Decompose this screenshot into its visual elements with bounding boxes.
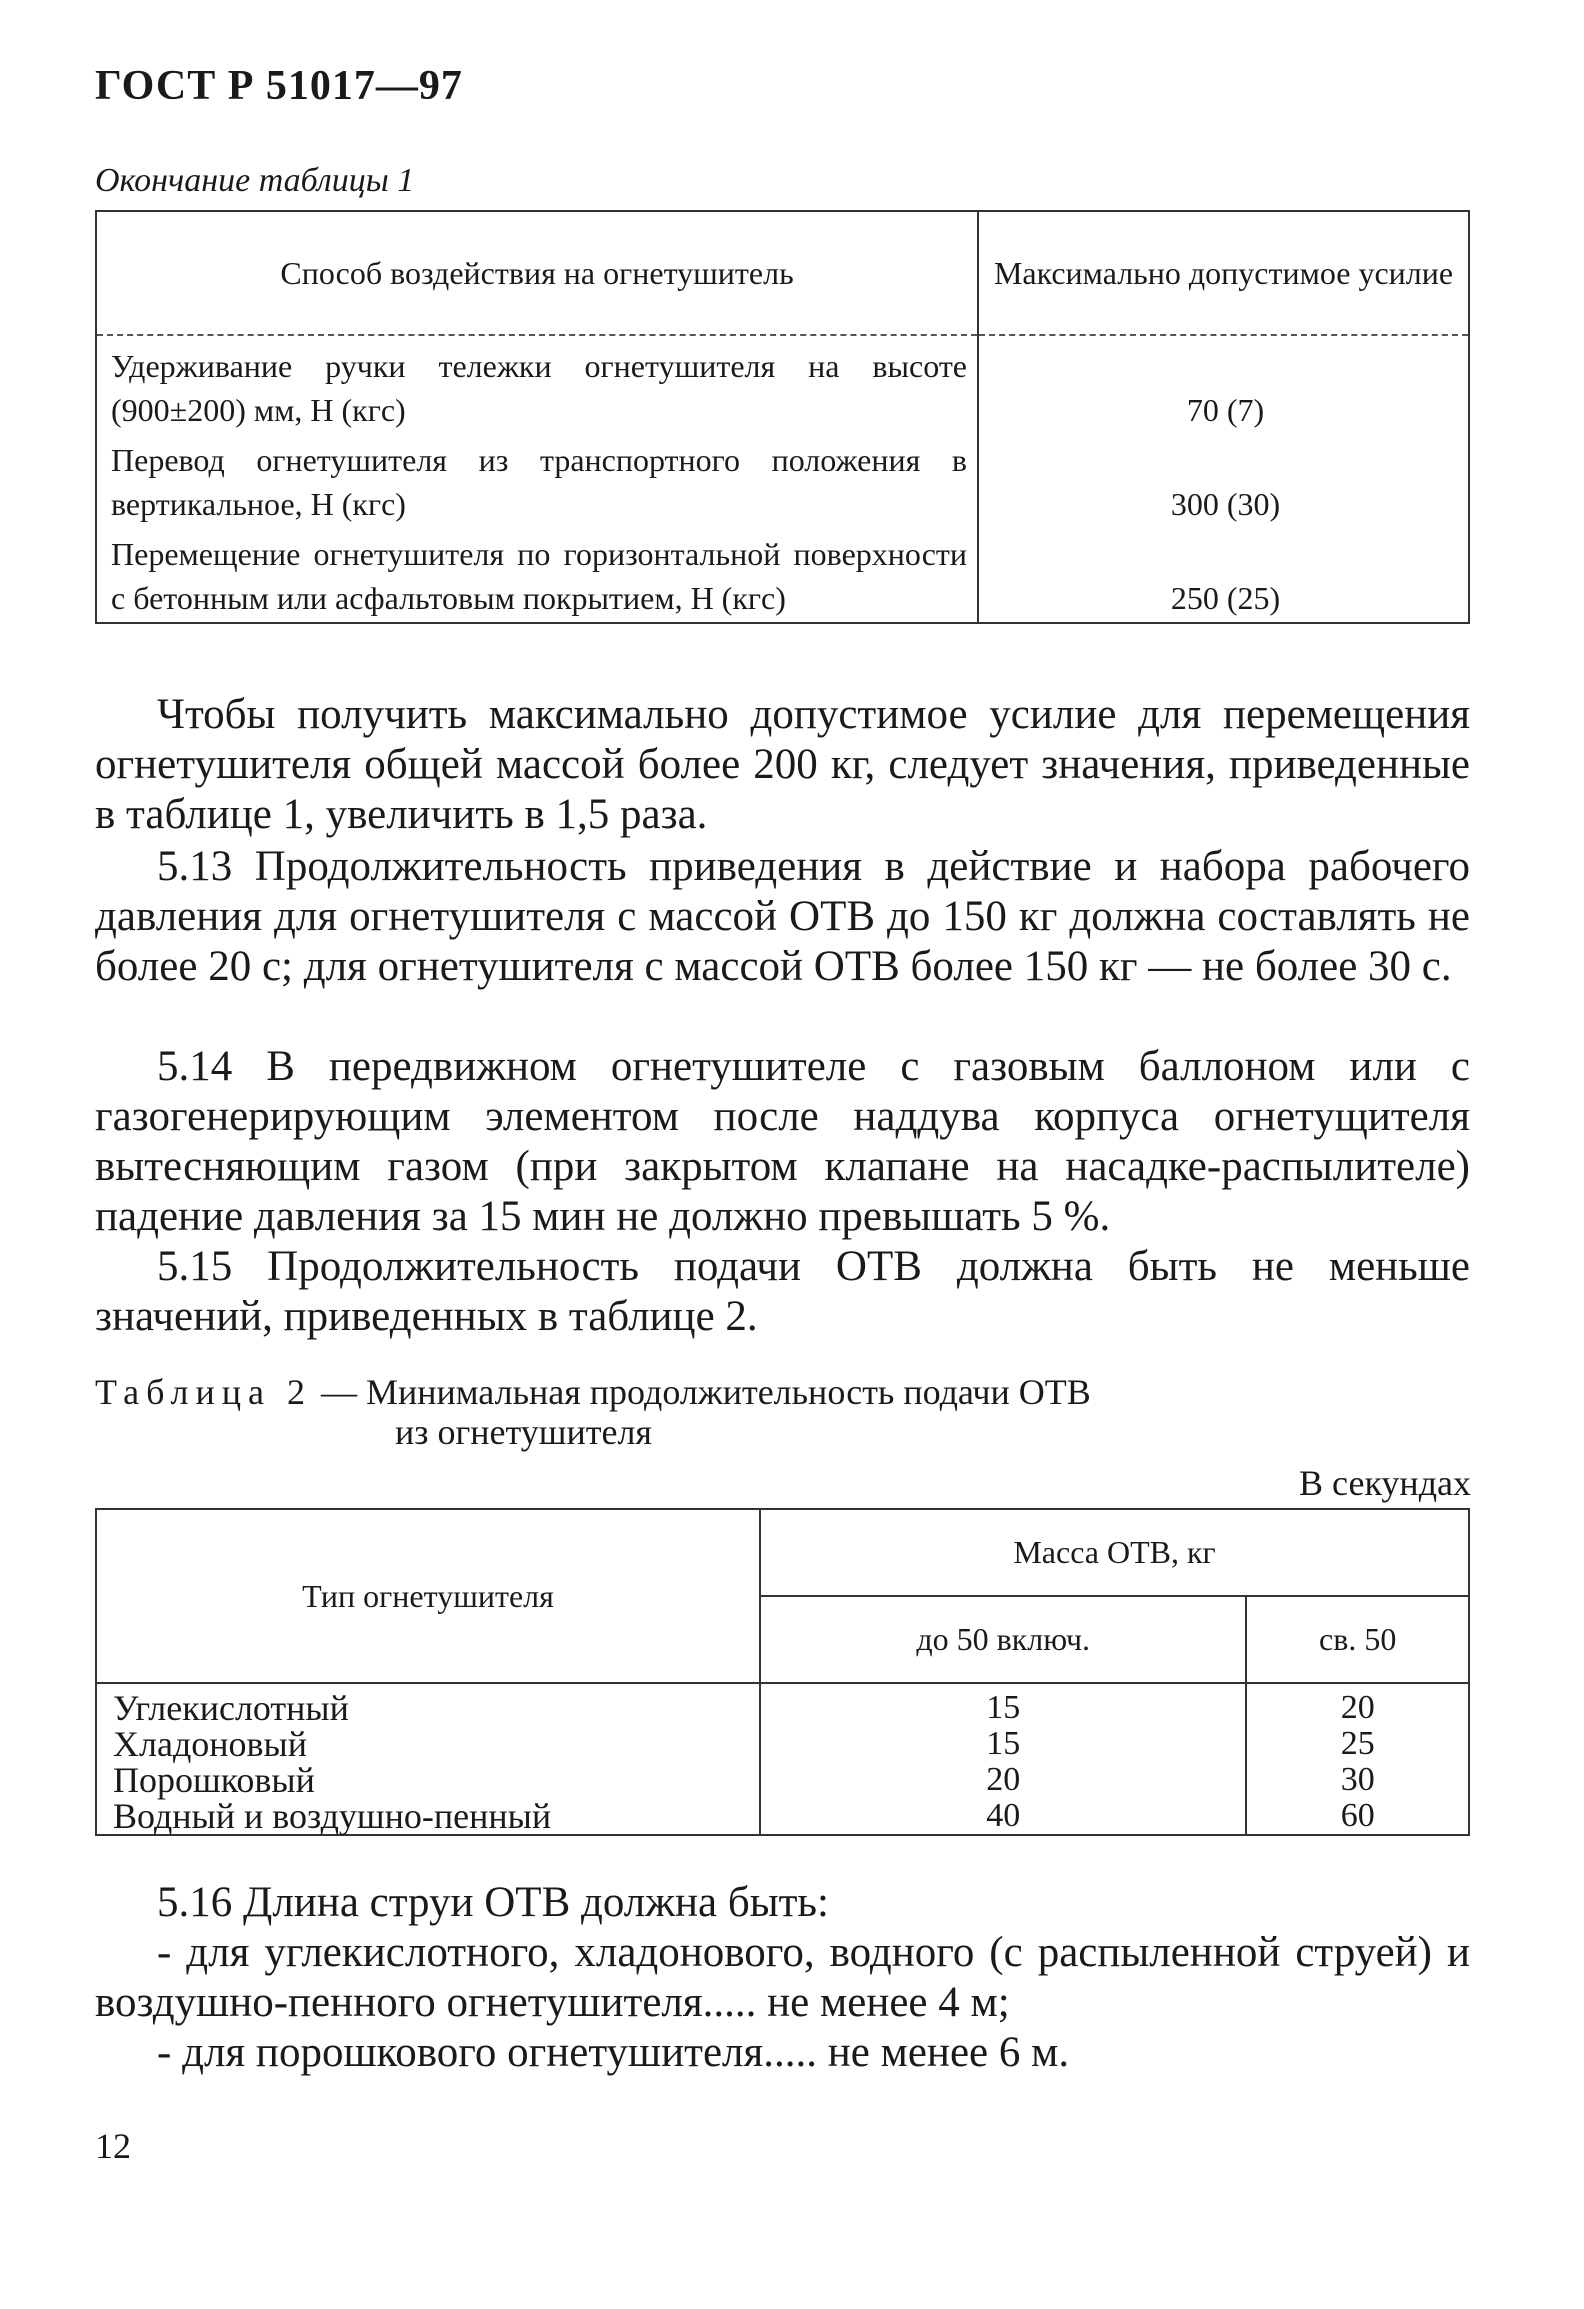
clause-5-13: 5.13 Продолжительность приведения в действие и набора рабочего давления для огнетушителя с массой ОТВ до 150 кг должна составлять не более 20 с; для огнетушителя с массой ОТВ более 150 кг — не более 30 с. — [95, 843, 1470, 990]
table-row — [96, 1762, 1469, 1798]
table-row — [96, 1726, 1469, 1762]
table1-header-force: Максимально допустимое усилие — [978, 211, 1469, 335]
table2-subheader-over-50: св. 50 — [1246, 1596, 1469, 1683]
table-row — [96, 528, 1469, 623]
table2-type-cell: Углекислотный — [96, 1683, 760, 1726]
table1-force-cell: 70 (7) — [978, 335, 1469, 434]
table2-caption-dash: — — [311, 1372, 366, 1412]
table1-method-cell: Перевод огнетушителя из транспортного положения в вертикальное, Н (кгс) — [96, 434, 978, 528]
table1-force-cell: 300 (30) — [978, 434, 1469, 528]
document-title: ГОСТ Р 51017—97 — [95, 63, 463, 109]
table1-force-cell: 250 (25) — [978, 528, 1469, 623]
clause-5-16-title: 5.16 Длина струи ОТВ должна быть: — [157, 1879, 829, 1926]
clause-5-16-item-2: - для порошкового огнетушителя..... не менее 6 м. — [157, 2029, 1070, 2076]
table2-value-over-50: 20 — [1246, 1683, 1469, 1726]
table2-caption — [95, 1372, 1091, 1452]
table-row — [96, 335, 1469, 434]
table2-subheader-up-to-50: до 50 включ. — [760, 1596, 1246, 1683]
table2-header-row — [96, 1509, 1469, 1596]
table1-header-row — [96, 211, 1469, 335]
table2-value-up-to-50: 40 — [760, 1798, 1246, 1835]
table2-value-up-to-50: 15 — [760, 1726, 1246, 1762]
table2-value-up-to-50: 20 — [760, 1762, 1246, 1798]
clause-5-14: 5.14 В передвижном огнетушителе с газовым баллоном или с газогенерирующим элементом после наддува корпуса огнетущителя вытесняющим газом (при закрытом клапане на насадке-распылителе) падение давления за 15 мин не должно превышать 5 %. — [95, 1043, 1470, 1240]
table2-value-up-to-50: 15 — [760, 1683, 1246, 1726]
clause-5-15: 5.15 Продолжительность подачи ОТВ должна быть не меньше значений, приведенных в таблице 2. — [95, 1243, 1470, 1340]
table-row — [96, 1683, 1469, 1726]
page-number: 12 — [95, 2126, 131, 2166]
table1 — [95, 210, 1470, 624]
table2-caption-text-2: из огнетушителя — [395, 1412, 652, 1452]
table1-continuation-caption: Окончание таблицы 1 — [95, 162, 415, 199]
table-row — [96, 1798, 1469, 1835]
table-row — [96, 434, 1469, 528]
table2-value-over-50: 25 — [1246, 1726, 1469, 1762]
table2-value-over-50: 30 — [1246, 1762, 1469, 1798]
table2-caption-label: Таблица 2 — [95, 1372, 312, 1412]
table2-units: В секундах — [1299, 1463, 1471, 1503]
table2-value-over-50: 60 — [1246, 1798, 1469, 1835]
table2 — [95, 1508, 1470, 1836]
clause-5-16-item-1: - для углекислотного, хладонового, водного (с распыленной струей) и воздушно-пенного огнетушителя..... не менее 4 м; — [95, 1929, 1470, 2026]
table1-method-cell: Удерживание ручки тележки огнетушителя на высоте (900±200) мм, Н (кгс) — [96, 335, 978, 434]
table1-method-cell: Перемещение огнетушителя по горизонтальной поверхности с бетонным или асфальтовым покрытием, Н (кгс) — [96, 528, 978, 623]
table2-type-cell: Водный и воздушно-пенный — [96, 1798, 760, 1835]
table1-header-method: Способ воздействия на огнетушитель — [96, 211, 978, 335]
intro-paragraph: Чтобы получить максимально допустимое усилие для перемещения огнетушителя общей массой более 200 кг, следует значения, приведенные в таблице 1, увеличить в 1,5 раза. — [95, 691, 1470, 838]
table2-type-cell: Порошковый — [96, 1762, 760, 1798]
table2-header-type: Тип огнетушителя — [96, 1509, 760, 1683]
table2-type-cell: Хладоновый — [96, 1726, 760, 1762]
table2-header-mass: Масса ОТВ, кг — [760, 1509, 1469, 1596]
table2-caption-text-1: Минимальная продолжительность подачи ОТВ — [365, 1372, 1091, 1412]
